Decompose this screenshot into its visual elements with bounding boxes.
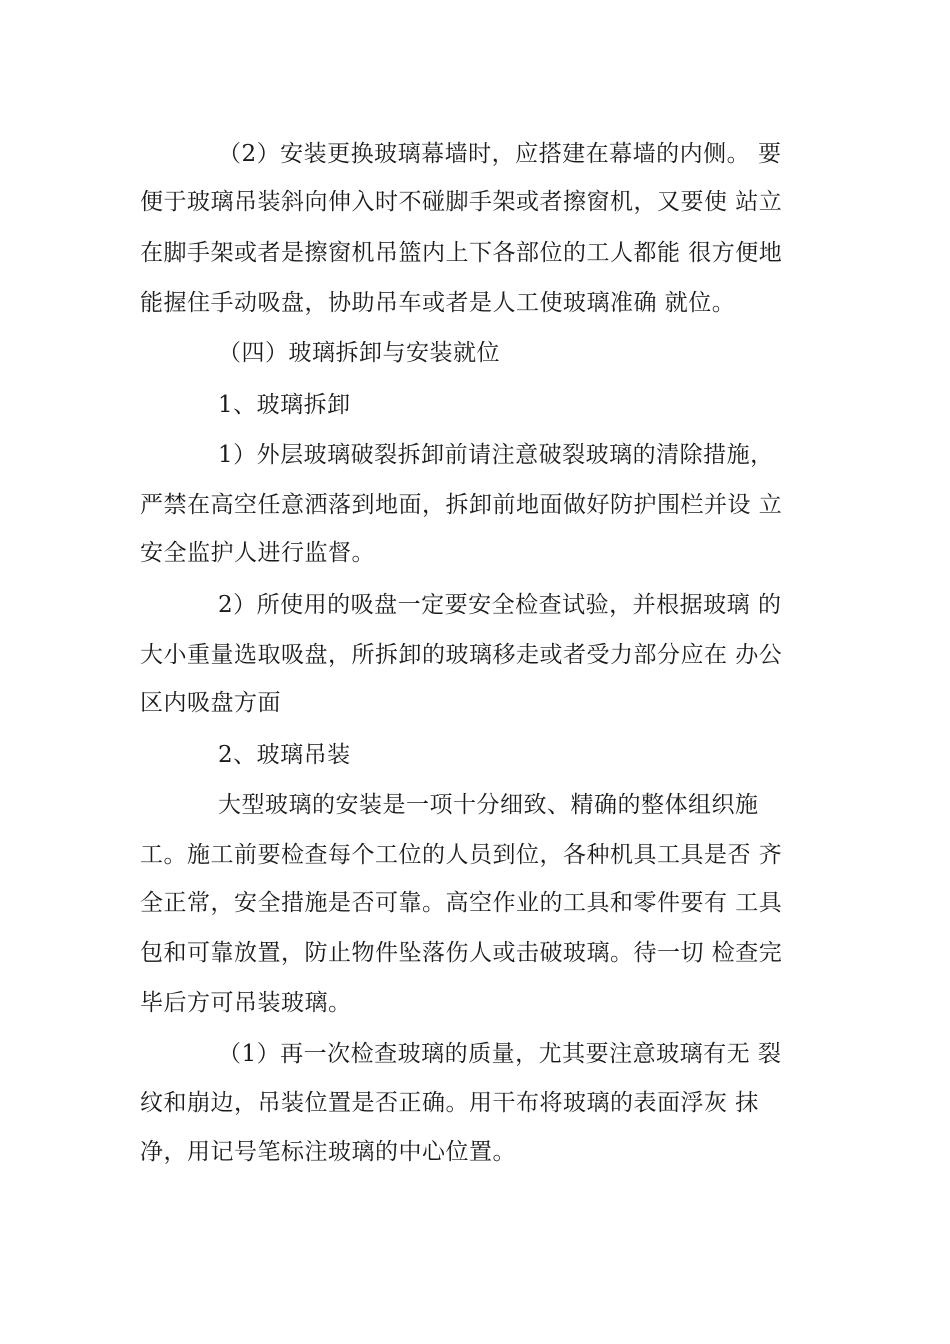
paragraph-line: 在脚手架或者是擦窗机吊篮内上下各部位的工人都能 很方便地 <box>140 240 783 266</box>
paragraph-line: 全正常，安全措施是否可靠。高空作业的工具和零件要有 工具 <box>140 890 783 916</box>
paragraph-line: （1）再一次检查玻璃的质量，尤其要注意玻璃有无 裂 <box>218 1041 782 1067</box>
subsection-heading: 1、玻璃拆卸 <box>218 392 351 418</box>
paragraph-line: 安全监护人进行监督。 <box>140 540 375 566</box>
paragraph-line: 严禁在高空任意洒落到地面，拆卸前地面做好防护围栏并设 立 <box>140 492 783 518</box>
paragraph-line: 大小重量选取吸盘，所拆卸的玻璃移走或者受力部分应在 办公 <box>140 642 783 668</box>
paragraph-line: 1）外层玻璃破裂拆卸前请注意破裂玻璃的清除措施， <box>218 442 774 468</box>
paragraph-line: 包和可靠放置，防止物件坠落伤人或击破玻璃。待一切 检查完 <box>140 940 783 966</box>
paragraph-line: 便于玻璃吊装斜向伸入时不碰脚手架或者擦窗机，又要使 站立 <box>140 189 783 215</box>
paragraph-line: 区内吸盘方面 <box>140 690 281 716</box>
paragraph-line: 大型玻璃的安装是一项十分细致、精确的整体组织施 <box>218 792 759 818</box>
paragraph-line: 纹和崩边，吊装位置是否正确。用干布将玻璃的表面浮灰 抹 <box>140 1090 759 1116</box>
subsection-heading: 2、玻璃吊装 <box>218 742 351 768</box>
paragraph-line: 工。施工前要检查每个工位的人员到位，各种机具工具是否 齐 <box>140 842 783 868</box>
paragraph-line: 毕后方可吊装玻璃。 <box>140 990 352 1016</box>
paragraph-line: （2）安装更换玻璃幕墙时，应搭建在幕墙的内侧。 要 <box>218 141 782 167</box>
paragraph-line: 能握住手动吸盘，协助吊车或者是人工使玻璃准确 就位。 <box>140 290 736 316</box>
section-heading: （四）玻璃拆卸与安装就位 <box>218 340 500 366</box>
paragraph-line: 净，用记号笔标注玻璃的中心位置。 <box>140 1139 516 1165</box>
paragraph-line: 2）所使用的吸盘一定要安全检查试验，并根据玻璃 的 <box>218 592 782 618</box>
